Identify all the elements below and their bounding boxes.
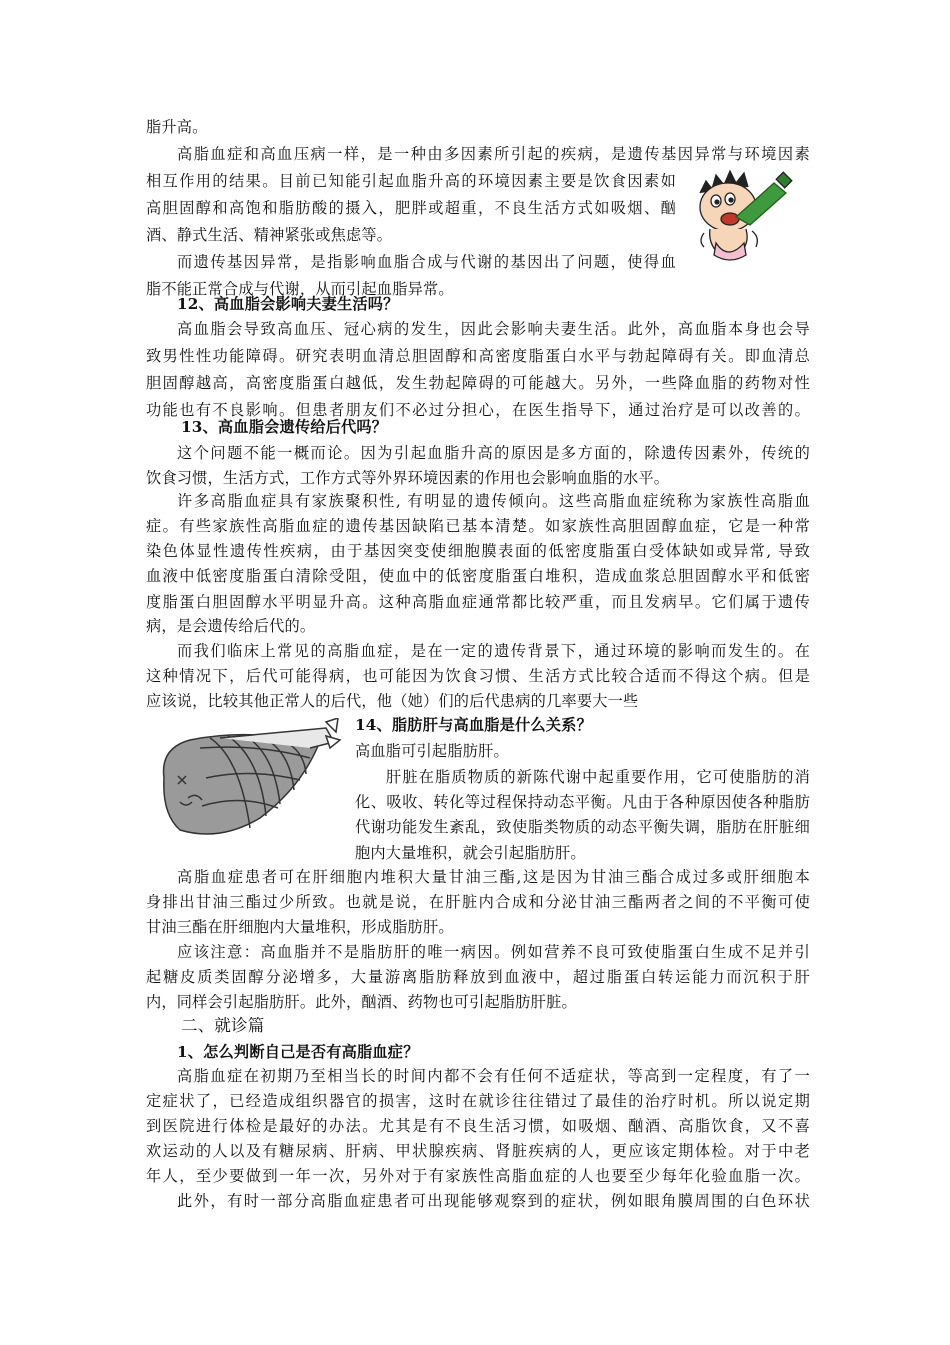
text-line: 起糖皮质类固醇分泌增多，大量游离脂肪释放到血液中，超过脂蛋白转运能力而沉积于肝: [146, 968, 810, 986]
text-line: 高血脂可引起脂肪肝。: [355, 742, 509, 760]
text-line: 脂升高。: [146, 118, 208, 136]
text-line: 症。有些家族性高脂血症的遗传基因缺陷已基本清楚。如家族性高胆固醇血症，它是一种常: [146, 517, 810, 535]
text-line: 饮食习惯，生活方式，工作方式等外界环境因素的作用也会影响血脂的水平。: [146, 469, 670, 487]
question-heading: 14、脂肪肝与高血脂是什么关系？: [355, 716, 592, 734]
text-line: 应该注意：高血脂并不是脂肪肝的唯一病因。例如营养不良可致使脂蛋白生成不足并引: [177, 943, 810, 961]
text-line: 染色体显性遗传性疾病，由于基因突变使细胞膜表面的低密度脂蛋白受体缺如或异常, 导致: [146, 542, 810, 560]
question-heading: 12、高血脂会影响夫妻生活吗？: [177, 295, 399, 313]
bandaged-liver-illustration: [150, 718, 342, 848]
text-line: 胞内大量堆积，就会引起脂肪肝。: [355, 844, 586, 862]
text-line: 肝脏在脂质物质的新陈代谢中起重要作用，它可使脂肪的消: [386, 768, 810, 786]
text-line: 到医院进行体检是最好的办法。尤其是有不良生活习惯，如吸烟、酗酒、高脂饮食，又不喜: [146, 1117, 810, 1135]
text-line: 内，同样会引起脂肪肝。此外，酗酒、药物也可引起脂肪肝脏。: [146, 993, 577, 1011]
question-heading: 13、高血脂会遗传给后代吗？: [181, 418, 388, 436]
text-line: 病，是会遗传给后代的。: [146, 617, 316, 635]
text-line: 化、吸收、转化等过程保持动态平衡。凡由于各种原因使各种脂肪: [355, 793, 810, 811]
text-line: 身排出甘油三酯过少所致。也就是说，在肝脏内合成和分泌甘油三酯两者之间的不平衡可使: [146, 893, 810, 911]
text-line: 甘油三酯在肝细胞内大量堆积，形成脂肪肝。: [146, 918, 454, 936]
text-line: 高脂血症在初期乃至相当长的时间内都不会有任何不适症状，等高到一定程度，有了一: [177, 1067, 810, 1085]
text-line: 定症状了，已经造成组织器官的损害，这时在就诊往往错过了最佳的治疗时机。所以说定期: [146, 1092, 810, 1110]
text-line: 血液中低密度脂蛋白清除受阻，使血中的低密度脂蛋白堆积，造成血浆总胆固醇水平和低密: [146, 567, 810, 585]
question-heading: 1、怎么判断自己是否有高脂血症？: [177, 1043, 419, 1061]
text-line: 高脂血症患者可在肝细胞内堆积大量甘油三酯,这是因为甘油三酯合成过多或肝细胞本: [177, 868, 810, 886]
text-line: 许多高脂血症具有家族聚积性, 有明显的遗传倾向。这些高脂血症统称为家族性高脂血: [177, 492, 810, 510]
section-heading: 二、就诊篇: [181, 1016, 265, 1035]
text-line: 而遗传基因异常，是指影响血脂合成与代谢的基因出了问题，使得血: [177, 253, 676, 271]
text-line: 胆固醇越高，高密度脂蛋白越低，发生勃起障碍的可能越大。另外，一些降血脂的药物对性: [146, 374, 810, 392]
text-line: 此外，有时一部分高脂血症患者可出现能够观察到的症状，例如眼角膜周围的白色环状: [177, 1192, 810, 1210]
baby-drinking-illustration: [694, 163, 796, 266]
text-line: 酒、静式生活、精神紧张或焦虑等。: [146, 226, 393, 244]
text-line: 高胆固醇和高饱和脂肪酸的摄入，肥胖或超重，不良生活方式如吸烟、酗: [146, 199, 676, 217]
text-line: 度脂蛋白胆固醇水平明显升高。这种高脂血症通常都比较严重，而且发病早。它们属于遗传: [146, 593, 810, 611]
text-line: 高脂血症和高血压病一样，是一种由多因素所引起的疾病，是遗传基因异常与环境因素: [177, 145, 810, 163]
text-line: 而我们临床上常见的高脂血症，是在一定的遗传背景下，通过环境的影响而发生的。在: [177, 642, 810, 660]
text-line: 这个问题不能一概而论。因为引起血脂升高的原因是多方面的，除遗传因素外，传统的: [177, 444, 810, 462]
text-line: 代谢功能发生紊乱，致使脂类物质的动态平衡失调，脂肪在肝脏细: [355, 818, 810, 836]
text-line: 功能也有不良影响。但患者朋友们不必过分担心，在医生指导下，通过治疗是可以改善的。: [146, 401, 810, 419]
text-line: 年人，至少要做到一年一次，另外对于有家族性高脂血症的人也要至少每年化验血脂一次。: [146, 1167, 810, 1185]
text-line: 应该说，比较其他正常人的后代，他（她）们的后代患病的几率要大一些: [146, 692, 639, 710]
text-line: 致男性性功能障碍。研究表明血清总胆固醇和高密度脂蛋白水平与勃起障碍有关。即血清总: [146, 347, 810, 365]
text-line: 欢运动的人以及有糖尿病、肝病、甲状腺疾病、肾脏疾病的人，更应该定期体检。对于中老: [146, 1142, 810, 1160]
text-line: 这种情况下，后代可能得病，也可能因为饮食习惯、生活方式比较合适而不得这个病。但是: [146, 667, 810, 685]
text-line: 相互作用的结果。目前已知能引起血脂升高的环境因素主要是饮食因素如: [146, 172, 676, 190]
text-line: 脂不能正常合成与代谢，从而引起血脂异常。: [146, 280, 454, 298]
text-line: 高血脂会导致高血压、冠心病的发生，因此会影响夫妻生活。此外，高血脂本身也会导: [177, 320, 810, 338]
